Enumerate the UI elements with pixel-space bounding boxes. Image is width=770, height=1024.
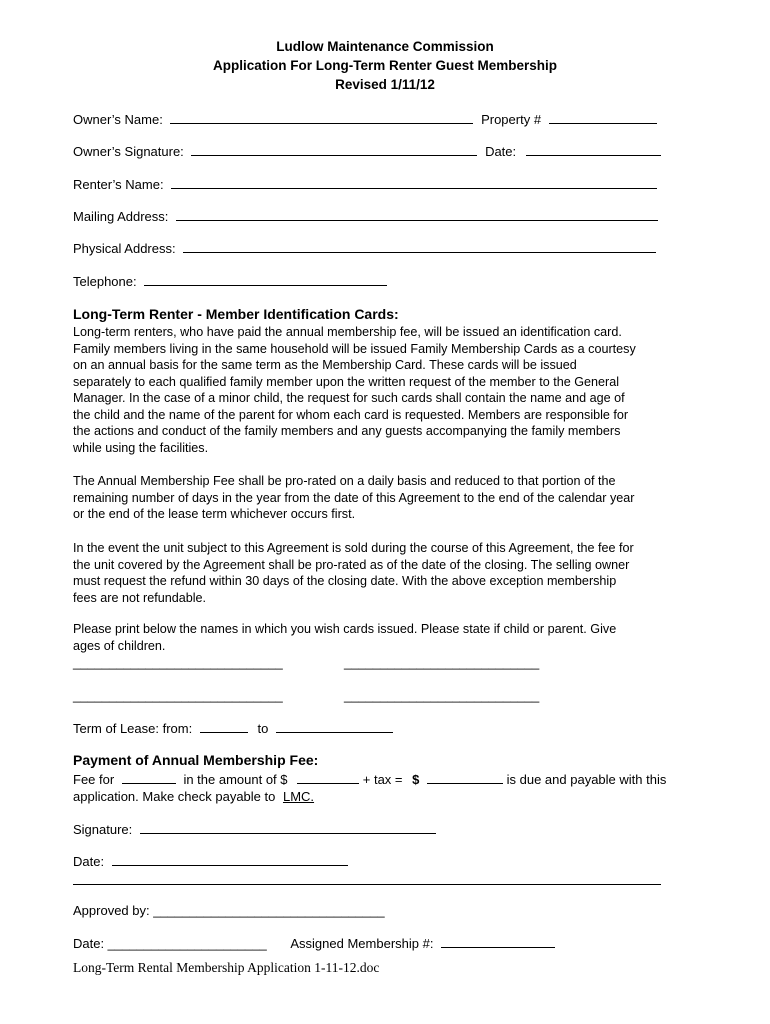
para1-line: Long-term renters, who have paid the annual membership fee, will be issued an identification card. xyxy=(73,325,622,339)
property-field[interactable] xyxy=(549,111,657,124)
id-cards-heading: Long-Term Renter - Member Identification Cards: xyxy=(73,306,399,322)
para3-line: fees are not refundable. xyxy=(73,590,207,605)
owner-date-field[interactable] xyxy=(526,143,661,156)
para2-line: or the end of the lease term whichever occurs first. xyxy=(73,507,356,521)
owners-name-field[interactable] xyxy=(170,111,473,124)
mailing-address-row xyxy=(73,208,658,225)
signature-label: Signature: xyxy=(73,822,133,837)
payment-line-1 xyxy=(73,771,666,788)
telephone-label: Telephone: xyxy=(73,274,137,289)
mailing-address-field[interactable] xyxy=(176,208,658,221)
approved-by-field[interactable]: Approved by: ________________________________ xyxy=(73,903,385,918)
due-label: is due and payable with this xyxy=(506,772,667,787)
term-to-label: to xyxy=(257,721,269,736)
form-title: Application For Long-Term Renter Guest Membership xyxy=(212,58,558,73)
property-label: Property # xyxy=(481,112,542,127)
org-title: Ludlow Maintenance Commission xyxy=(276,39,494,54)
para1-line: separately to each qualified family member upon the written request of the member to the General xyxy=(73,374,620,389)
owners-signature-field[interactable] xyxy=(191,143,477,156)
para4-line: ages of children. xyxy=(73,638,166,653)
telephone-row xyxy=(73,273,387,290)
card-name-blank-4[interactable]: ___________________________ xyxy=(344,688,540,703)
assigned-membership-field[interactable] xyxy=(441,935,555,948)
para3-line: must request the refund within 30 days of the closing date. With the above exception membership xyxy=(73,574,617,588)
id-cards-paragraph-3 xyxy=(73,540,701,606)
owners-name-label: Owner’s Name: xyxy=(73,112,163,127)
section-divider xyxy=(73,884,661,885)
amount-field[interactable] xyxy=(297,771,359,784)
payee-name: LMC. xyxy=(282,789,315,804)
payment-date-field[interactable] xyxy=(112,853,348,866)
para1-line: while using the facilities. xyxy=(73,440,209,455)
card-name-blank-3[interactable]: _____________________________ xyxy=(73,688,283,703)
approval-date-field[interactable]: Date: ______________________ xyxy=(73,936,267,951)
telephone-field[interactable] xyxy=(144,273,387,286)
renters-name-label: Renter’s Name: xyxy=(73,177,164,192)
card-name-blank-1[interactable]: _____________________________ xyxy=(73,655,283,670)
para3-line: In the event the unit subject to this Agreement is sold during the course of this Agreement, the fee for xyxy=(73,541,634,555)
renters-name-row xyxy=(73,176,657,193)
revised-date: Revised 1/11/12 xyxy=(335,77,435,92)
plus-tax-label: + tax = xyxy=(362,772,403,787)
payment-date-row xyxy=(73,853,348,870)
card-name-blank-2[interactable]: ___________________________ xyxy=(344,655,540,670)
payment-date-label: Date: xyxy=(73,854,105,869)
approved-by-row xyxy=(73,903,385,919)
signature-row xyxy=(73,821,436,838)
id-cards-paragraph-4 xyxy=(73,621,701,654)
payable-label: application. Make check payable to xyxy=(73,789,276,804)
approval-date-row xyxy=(73,935,555,952)
physical-address-row xyxy=(73,240,656,257)
para1-line: the child and the name of the parent for whom each card is requested. Members are responsible for xyxy=(73,407,629,422)
owner-date-label: Date: xyxy=(485,144,517,159)
payment-line-2 xyxy=(73,789,314,805)
footer-filename: Long-Term Rental Membership Application 1-11-12.doc xyxy=(73,960,380,975)
amount-label: in the amount of $ xyxy=(183,772,288,787)
term-from-field[interactable] xyxy=(200,720,248,733)
id-cards-paragraph-2 xyxy=(73,473,701,523)
para2-line: The Annual Membership Fee shall be pro-rated on a daily basis and reduced to that portion of the xyxy=(73,474,616,488)
mailing-address-label: Mailing Address: xyxy=(73,209,169,224)
term-from-label: Term of Lease: from: xyxy=(73,721,193,736)
para3-line: the unit covered by the Agreement shall be pro-rated as of the date of the closing. The selling owner xyxy=(73,557,630,572)
para1-line: the actions and conduct of the family members and any guests accompanying the family members xyxy=(73,424,621,438)
owners-signature-label: Owner’s Signature: xyxy=(73,144,184,159)
para2-line: remaining number of days in the year from the date of this Agreement to the end of the calendar year xyxy=(73,490,635,505)
term-of-lease-row xyxy=(73,720,393,737)
id-cards-paragraph-1 xyxy=(73,324,701,456)
para1-line: on an annual basis for the same term as the Membership Card. These cards will be issued xyxy=(73,358,577,372)
physical-address-field[interactable] xyxy=(183,240,656,253)
assigned-membership-label: Assigned Membership #: xyxy=(290,936,434,951)
payment-heading: Payment of Annual Membership Fee: xyxy=(73,752,319,768)
para1-line: Manager. In the case of a minor child, the request for such cards shall contain the name and age of xyxy=(73,391,625,405)
dollar-sign: $ xyxy=(412,772,420,787)
fee-for-field[interactable] xyxy=(122,771,176,784)
fee-for-label: Fee for xyxy=(73,772,115,787)
renters-name-field[interactable] xyxy=(171,176,657,189)
signature-field[interactable] xyxy=(140,821,436,834)
term-to-field[interactable] xyxy=(276,720,393,733)
total-field[interactable] xyxy=(427,771,503,784)
physical-address-label: Physical Address: xyxy=(73,241,176,256)
para1-line: Family members living in the same household will be issued Family Membership Cards as a courtesy xyxy=(73,341,636,356)
para4-line: Please print below the names in which you wish cards issued. Please state if child or parent. Give xyxy=(73,622,617,636)
owners-signature-row xyxy=(73,143,661,160)
owners-name-row xyxy=(73,111,657,128)
